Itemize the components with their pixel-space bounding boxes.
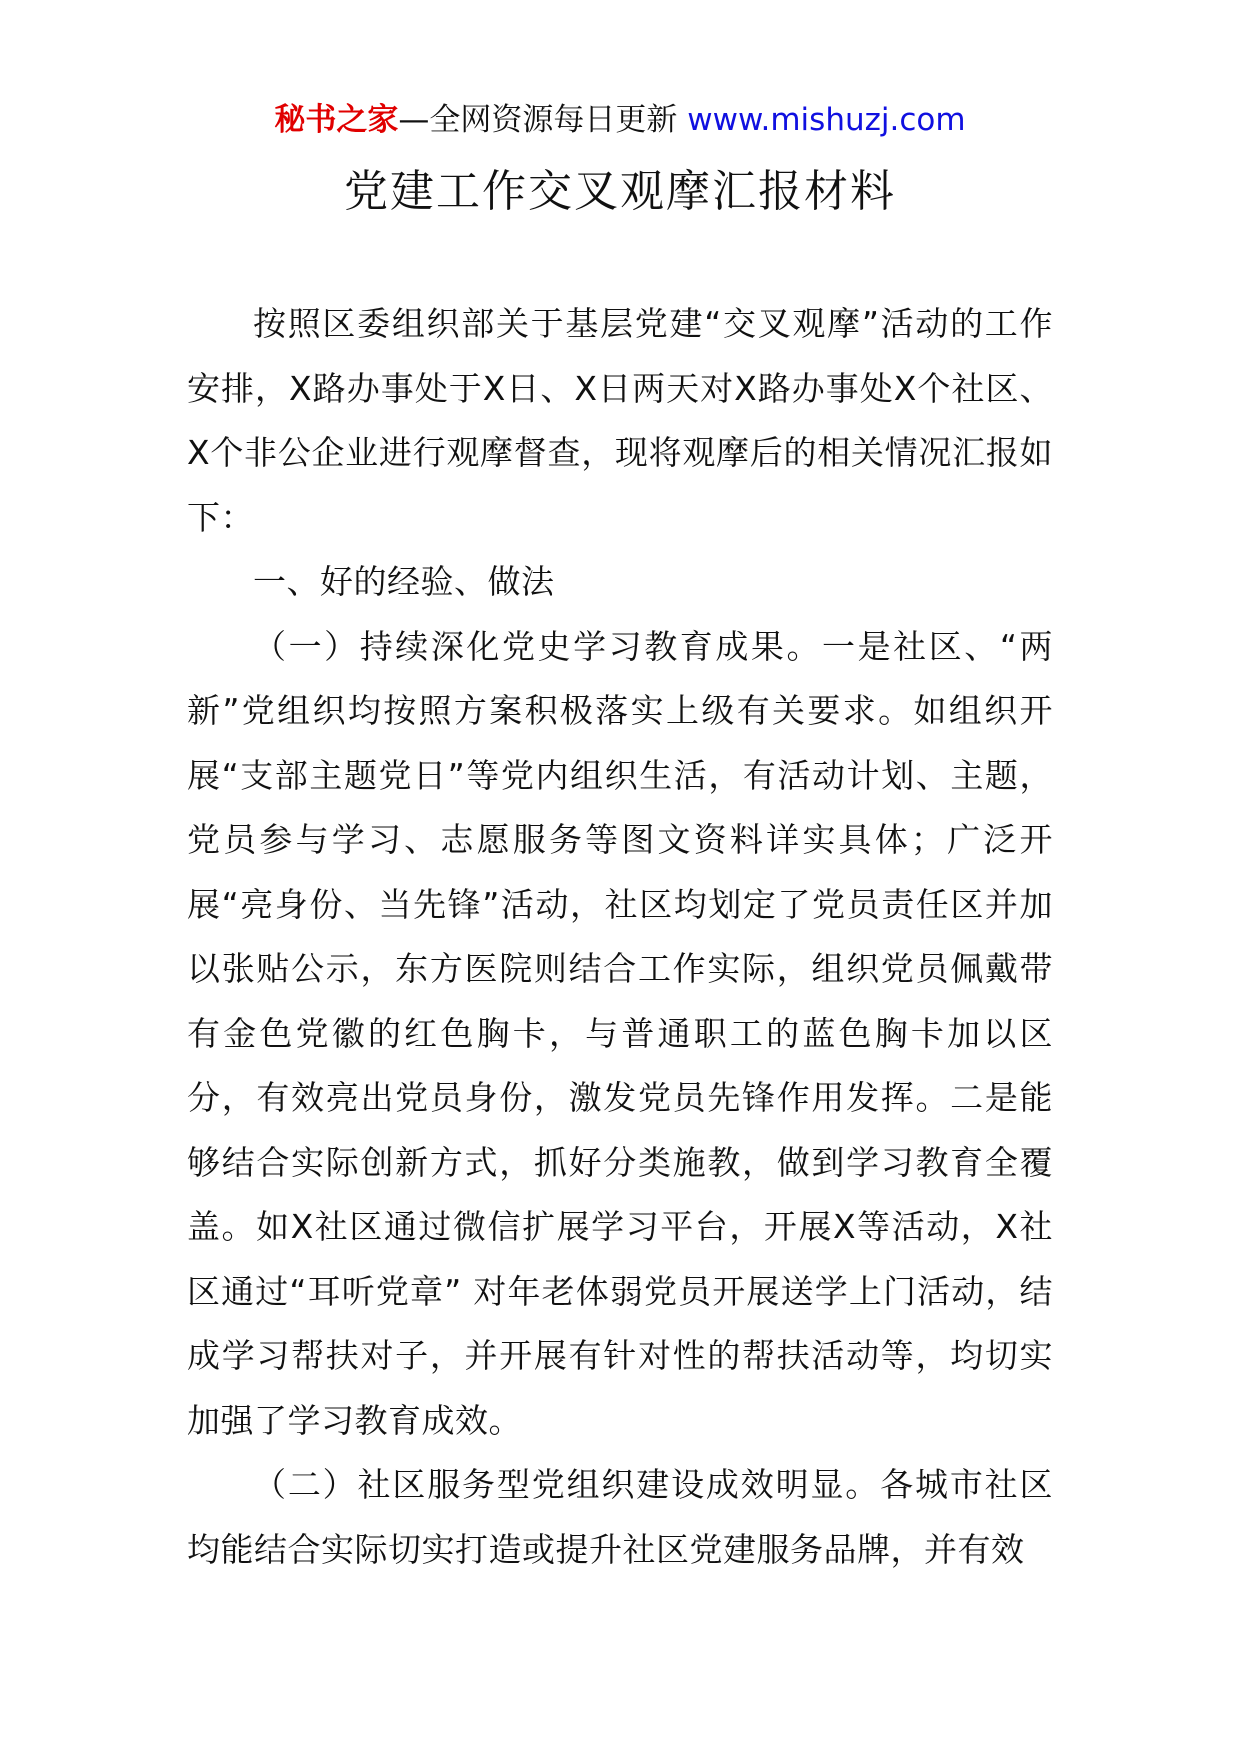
document-title: 党建工作交叉观摩汇报材料 (344, 166, 896, 217)
document-body (187, 292, 1053, 1582)
paragraph-section-1-1: （一）持续深化党史学习教育成果。一是社区、“两新”党组织均按照方案积极落实上级有关要求。如组织开展“支部主题党日”等党内组织生活，有活动计划、主题，党员参与学习、志愿服务等图文资料详实具体；广泛开展“亮身份、当先锋”活动，社区均划定了党员责任区并加以张贴公示，东方医院则结合工作实际，组织党员佩戴带有金色党徽的红色胸卡，与普通职工的蓝色胸卡加以区分，有效亮出党员身份，激发党员先锋作用发挥。二是能够结合实际创新方式，抓好分类施教，做到学习教育全覆盖。如X社区通过微信扩展学习平台，开展X等活动，X社区通过“耳听党章” 对年老体弱党员开展送学上门活动，结成学习帮扶对子，并开展有针对性的帮扶活动等，均切实加强了学习教育成效。 (187, 626, 1053, 1440)
paragraph-section-1-2: （二）社区服务型党组织建设成效明显。各城市社区均能结合实际切实打造或提升社区党建服务品牌，并有效 (187, 1465, 1053, 1569)
site-header (0, 98, 1240, 142)
site-tagline: —全网资源每日更新 (398, 102, 678, 138)
site-url-link[interactable]: www.mishuzj.com (687, 102, 966, 138)
paragraph-intro: 按照区委组织部关于基层党建“交叉观摩”活动的工作安排，X路办事处于X日、X日两天对X路办事处X个社区、X个非公企业进行观摩督查，现将观摩后的相关情况汇报如下： (187, 304, 1053, 537)
brand-name: 秘书之家 (274, 102, 399, 138)
section-heading-1: 一、好的经验、做法 (253, 562, 555, 601)
